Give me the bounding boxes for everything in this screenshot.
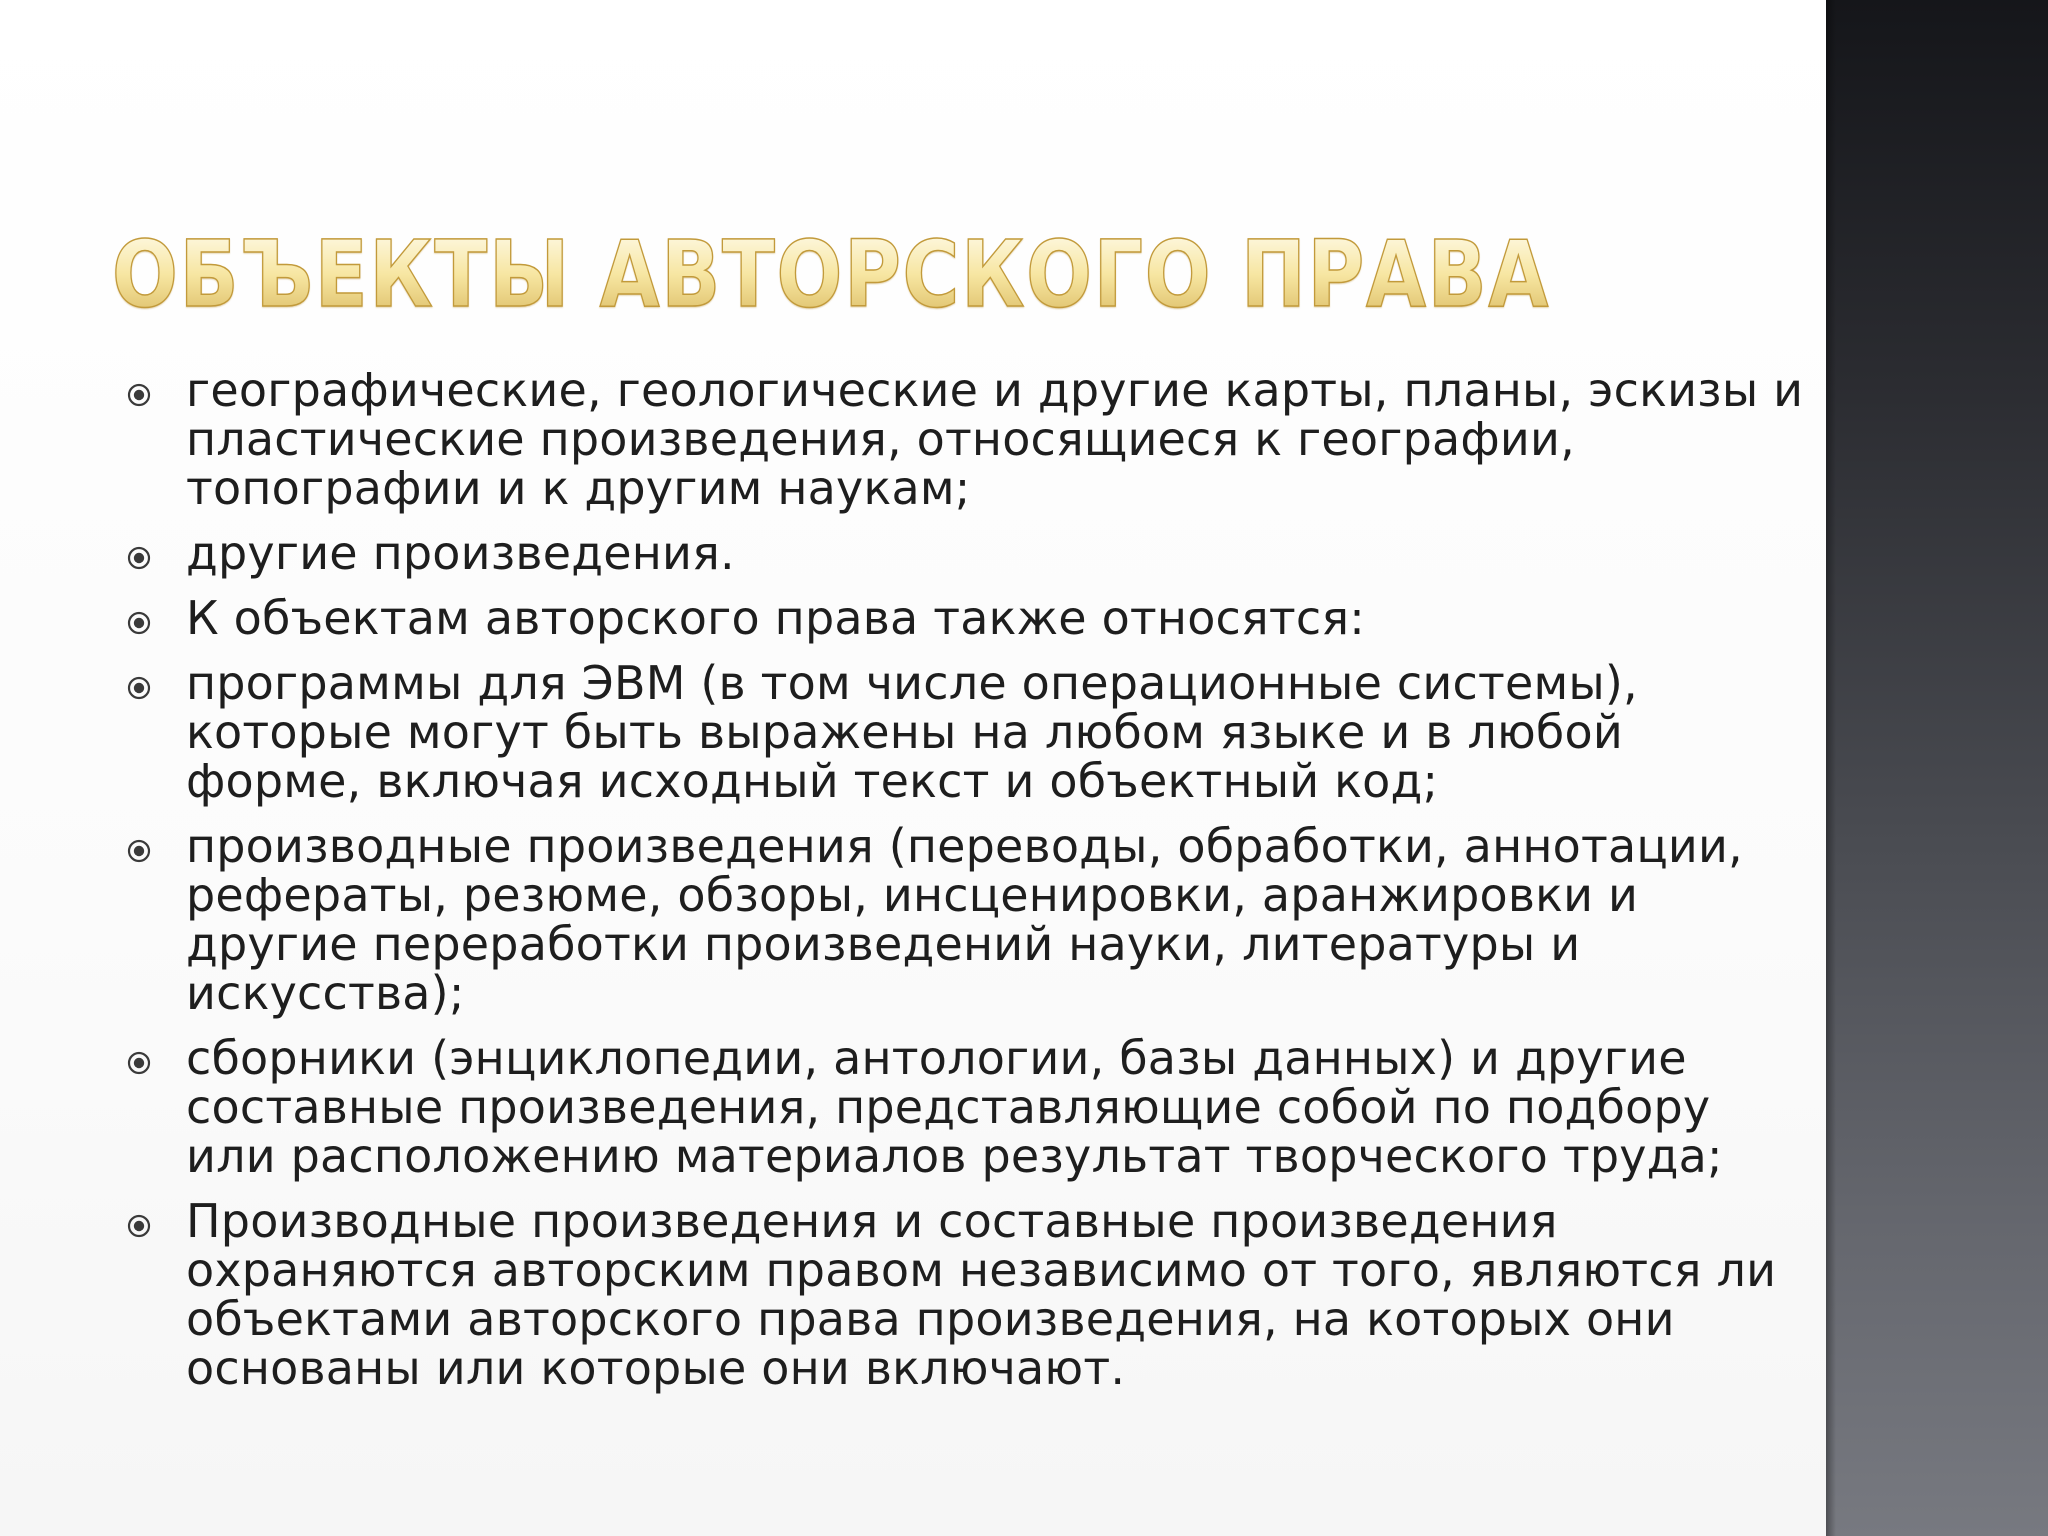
bullet-text: производные произведения (переводы, обработки, аннотации, рефераты, резюме, обзоры, инсценировки, аранжировки и другие переработки произведений науки, литературы и искусства); <box>186 819 1743 1020</box>
bullet-item <box>124 819 1804 1020</box>
circled-dot-icon <box>127 383 151 407</box>
circled-dot-icon <box>127 546 151 570</box>
decorative-side-band <box>1826 0 2048 1536</box>
bullet-item <box>124 1031 1804 1183</box>
slide-title <box>112 218 1792 328</box>
slide-title-text: Объекты авторского права <box>112 221 1550 328</box>
bullet-item <box>124 656 1804 808</box>
bullet-list <box>124 363 1804 1395</box>
bullet-text: географические, геологические и другие карты, планы, эскизы и пластические произведения, относящиеся к географии, топографии и к другим наукам; <box>186 363 1804 515</box>
circled-dot-icon <box>127 1051 151 1075</box>
circled-dot-icon <box>127 676 151 700</box>
bullet-text: Производные произведения и составные произведения охраняются авторским правом независимо от того, являются ли объектами авторского права произведения, на которых они основаны или которые они включают. <box>186 1194 1777 1395</box>
circled-dot-icon <box>127 1214 151 1238</box>
bullet-item <box>124 1194 1804 1395</box>
bullet-text: другие произведения. <box>186 526 735 580</box>
bullet-item <box>124 363 1804 515</box>
slide-content <box>124 363 1804 1409</box>
bullet-item <box>124 526 1804 580</box>
bullet-text: сборники (энциклопедии, антологии, базы данных) и другие составные произведения, представляющие собой по подбору или расположению материалов результат творческого труда; <box>186 1031 1723 1183</box>
title-graphic <box>112 218 1792 328</box>
circled-dot-icon <box>127 611 151 635</box>
bullet-text: К объектам авторского права также относятся: <box>186 591 1365 645</box>
bullet-text: программы для ЭВМ (в том числе операционные системы), которые могут быть выражены на любом языке и в любой форме, включая исходный текст и объектный код; <box>186 656 1638 808</box>
circled-dot-icon <box>127 839 151 863</box>
bullet-item <box>124 591 1804 645</box>
